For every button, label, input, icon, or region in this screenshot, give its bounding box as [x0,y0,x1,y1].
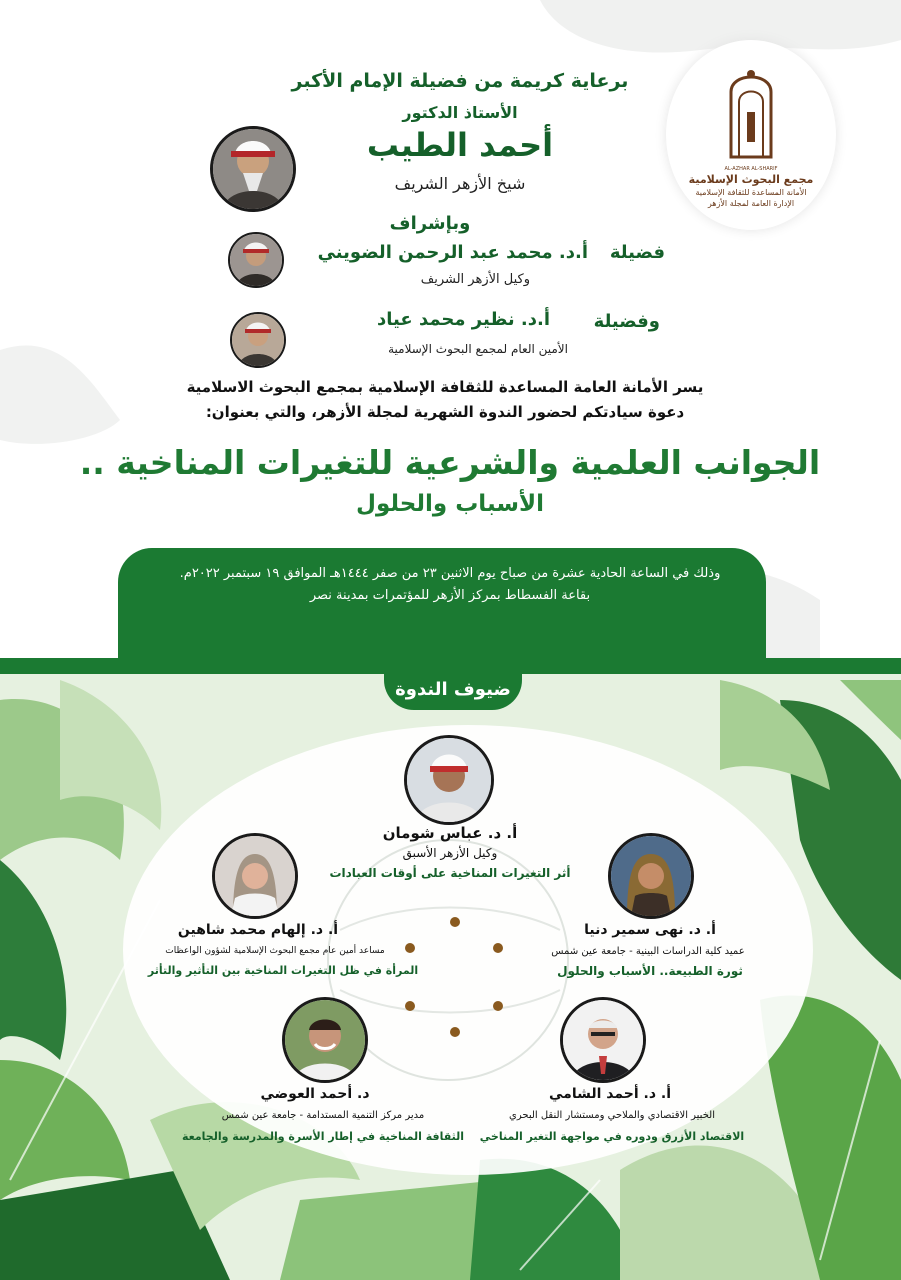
logo-badge [666,40,836,230]
guest-right-bottom-topic: الاقتصاد الأزرق ودوره في مواجهة التغير المناخي [479,1130,745,1143]
logo-line-2: الأمانة المساعدة للثقافة الإسلامية [695,188,807,197]
guest-center-topic: أثر التغيرات المناخية على أوقات العبادات [329,866,571,880]
schedule-line-2: بقاعة الفسطاط بمركز الأزهر للمؤتمرات بمدينة نصر [309,588,591,603]
patron-title: الأستاذ الدكتور [402,103,518,122]
supervisor-2-name: أ.د. نظير محمد عياد [377,309,550,330]
supervision-label: وبإشراف [389,213,471,234]
supervisor-1-prefix: فضيلة [609,242,665,263]
guest-left-top-topic: المرأة في ظل التغيرات المناخية بين التأثير والتأثر [147,964,419,977]
event-title: الجوانب العلمية والشرعية للتغيرات المناخية .. [79,443,821,482]
guest-right-bottom-photo [560,997,646,1083]
event-subtitle: الأسباب والحلول [356,491,544,517]
supervisor-2-photo [230,312,286,368]
guest-right-top-name: أ. د. نهى سمير دنيا [584,922,716,938]
patron-name: أحمد الطيب [366,126,554,164]
patron-photo [210,126,296,212]
logo-emblem-text: AL-AZHAR AL-SHARIF [724,166,778,172]
guest-right-bottom-role: الخبير الاقتصادي والملاحي ومستشار النقل البحري [509,1110,715,1121]
supervisor-1-role: وكيل الأزهر الشريف [420,272,530,287]
guest-left-top-role: مساعد أمين عام مجمع البحوث الإسلامية لشؤون الواعظات [165,946,385,956]
guest-right-top-photo [608,833,694,919]
guest-right-top-role: عميد كلية الدراسات البينية - جامعة عين شمس [551,946,745,957]
guest-right-top-topic: ثورة الطبيعة.. الأسباب والحلول [557,964,743,978]
logo-line-3: الإدارة العامة لمجلة الأزهر [707,199,795,208]
supervisor-2-role: الأمين العام لمجمع البحوث الإسلامية [388,342,568,356]
guest-center-photo [404,735,494,825]
azhar-emblem-icon [721,62,781,162]
supervisor-1-photo [228,232,284,288]
guest-center-name: أ. د. عباس شومان [382,824,518,842]
invitation-line-1: يسر الأمانة العامة المساعدة للثقافة الإسلامية بمجمع البحوث الاسلامية [186,378,704,396]
invitation-line-2: دعوة سيادتكم لحضور الندوة الشهرية لمجلة الأزهر، والتي بعنوان: [205,403,685,421]
logo-title: مجمع البحوث الإسلامية [688,173,814,186]
guest-right-bottom-name: أ. د. أحمد الشامي [549,1086,671,1102]
guest-left-bottom-name: د. أحمد العوضي [260,1086,370,1102]
patron-role: شيخ الأزهر الشريف [394,174,526,193]
guest-center-role: وكيل الأزهر الأسبق [402,846,498,860]
guest-left-bottom-role: مدير مركز التنمية المستدامة - جامعة عين شمس [221,1110,425,1121]
guests-label: ضيوف الندوة [384,670,522,710]
guest-left-bottom-topic: الثقافة المناخية في إطار الأسرة والمدرسة والجامعة [181,1130,465,1143]
supervisor-2-prefix: وفضيلة [593,311,660,332]
patron-intro: برعاية كريمة من فضيلة الإمام الأكبر [291,70,629,92]
guest-left-bottom-photo [282,997,368,1083]
supervisor-1-name: أ.د. محمد عبد الرحمن الضويني [317,242,588,263]
guest-left-top-name: أ. د. إلهام محمد شاهين [177,922,339,938]
schedule-line-1: وذلك في الساعة الحادية عشرة من صباح يوم الاثنين ٢٣ من صفر ١٤٤٤هـ الموافق ١٩ سبتمبر ٢٠٢٢م. [179,566,721,581]
schedule-banner [118,548,766,658]
guest-left-top-photo [212,833,298,919]
